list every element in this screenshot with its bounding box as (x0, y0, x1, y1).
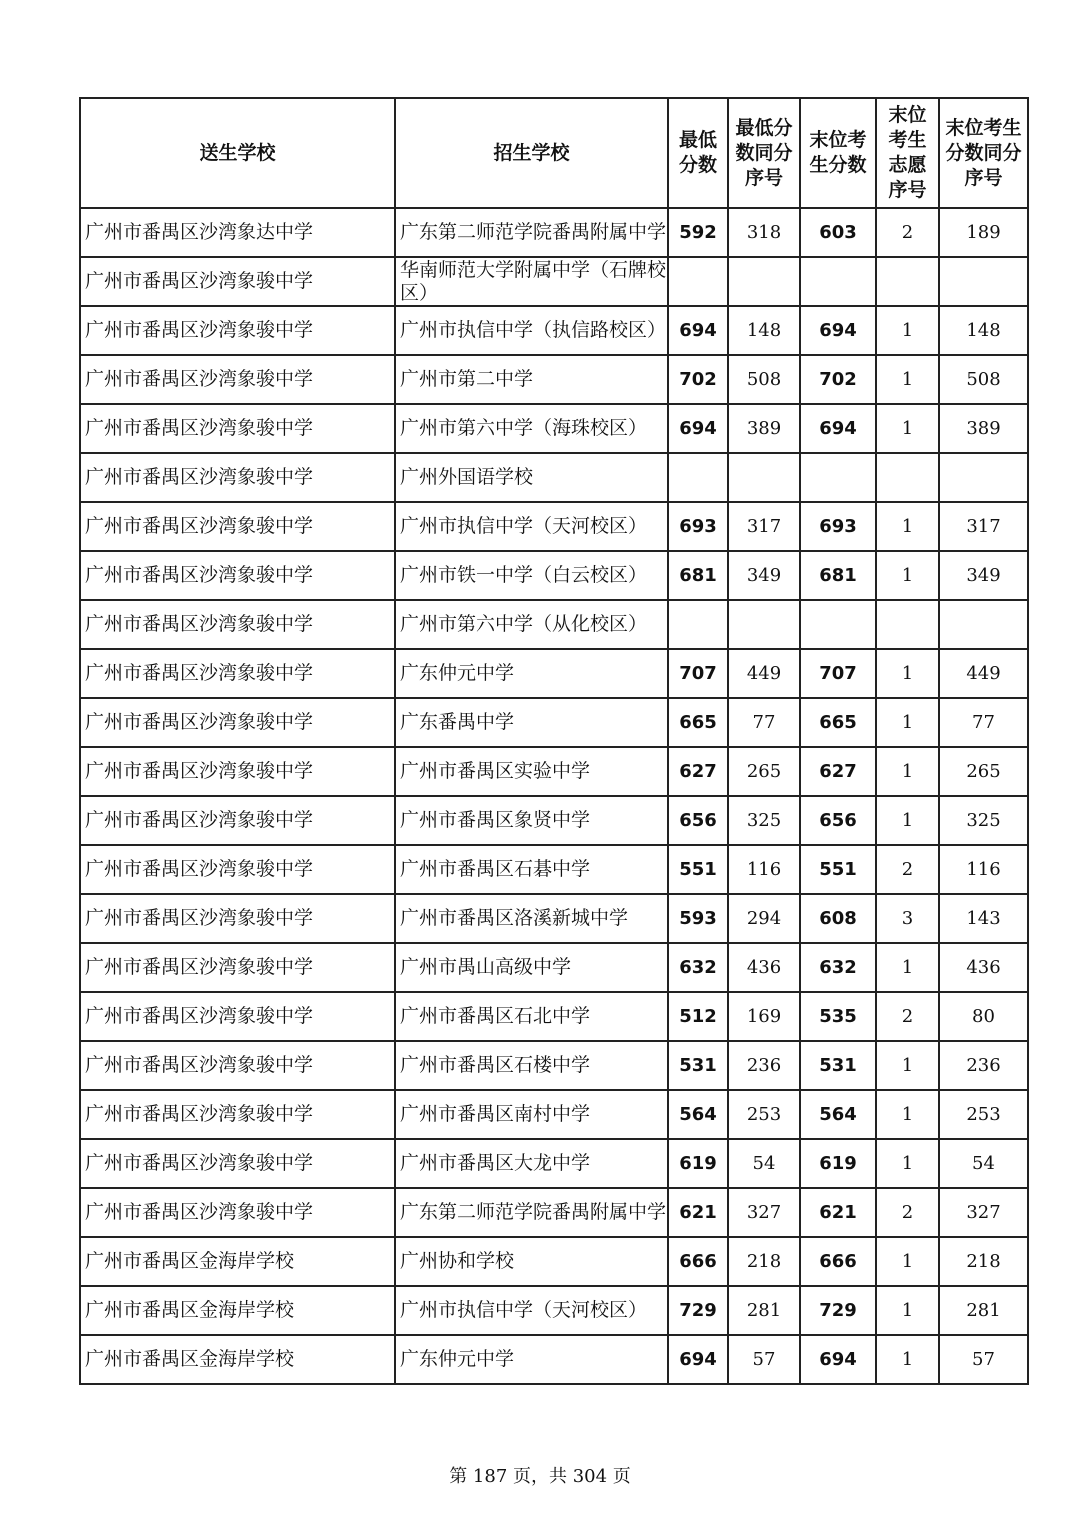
last-choice-cell: 1 (876, 502, 939, 551)
table-row (80, 649, 1028, 698)
receiving-school-cell: 广州协和学校 (395, 1237, 668, 1286)
last-score-cell: 693 (800, 502, 876, 551)
receiving-school-cell: 广东第二师范学院番禺附属中学 (395, 1188, 668, 1237)
sending-school-cell: 广州市番禺区沙湾象骏中学 (80, 404, 395, 453)
sending-school-cell: 广州市番禺区沙湾象骏中学 (80, 600, 395, 649)
table-row (80, 1286, 1028, 1335)
last-score-rank-cell: 389 (939, 404, 1028, 453)
last-score-cell: 531 (800, 1041, 876, 1090)
min-score-rank-cell: 77 (728, 698, 800, 747)
table-row (80, 698, 1028, 747)
min-score-cell (668, 453, 728, 502)
last-score-cell: 665 (800, 698, 876, 747)
sending-school-cell: 广州市番禺区沙湾象达中学 (80, 208, 395, 257)
last-choice-cell: 1 (876, 943, 939, 992)
header-last-score-rank: 末位考生分数同分序号 (939, 98, 1028, 208)
table-row (80, 208, 1028, 257)
last-choice-cell: 1 (876, 404, 939, 453)
min-score-cell: 694 (668, 1335, 728, 1384)
sending-school-cell: 广州市番禺区沙湾象骏中学 (80, 551, 395, 600)
table-row (80, 1188, 1028, 1237)
receiving-school-cell: 广州市番禺区实验中学 (395, 747, 668, 796)
min-score-cell: 666 (668, 1237, 728, 1286)
sending-school-cell: 广州市番禺区金海岸学校 (80, 1286, 395, 1335)
receiving-school-cell: 广州市番禺区石北中学 (395, 992, 668, 1041)
receiving-school-cell: 广州市禺山高级中学 (395, 943, 668, 992)
receiving-school-cell: 广东第二师范学院番禺附属中学 (395, 208, 668, 257)
min-score-rank-cell: 349 (728, 551, 800, 600)
min-score-rank-cell: 294 (728, 894, 800, 943)
sending-school-cell: 广州市番禺区沙湾象骏中学 (80, 453, 395, 502)
last-choice-cell: 1 (876, 306, 939, 355)
receiving-school-cell: 广州市第六中学（海珠校区） (395, 404, 668, 453)
table-body (80, 208, 1028, 1384)
table-row (80, 796, 1028, 845)
min-score-rank-cell (728, 453, 800, 502)
sending-school-cell: 广州市番禺区沙湾象骏中学 (80, 355, 395, 404)
min-score-cell: 621 (668, 1188, 728, 1237)
receiving-school-cell: 华南师范大学附属中学（石牌校区） (395, 257, 668, 306)
min-score-rank-cell: 327 (728, 1188, 800, 1237)
receiving-school-cell: 广东仲元中学 (395, 1335, 668, 1384)
last-score-rank-cell: 189 (939, 208, 1028, 257)
header-receiving-school: 招生学校 (395, 98, 668, 208)
last-choice-cell: 1 (876, 796, 939, 845)
table-row (80, 894, 1028, 943)
table-row (80, 306, 1028, 355)
min-score-rank-cell: 325 (728, 796, 800, 845)
sending-school-cell: 广州市番禺区沙湾象骏中学 (80, 747, 395, 796)
min-score-cell: 707 (668, 649, 728, 698)
table-row (80, 1139, 1028, 1188)
min-score-rank-cell: 57 (728, 1335, 800, 1384)
last-choice-cell: 1 (876, 1041, 939, 1090)
receiving-school-cell: 广州市番禺区象贤中学 (395, 796, 668, 845)
sending-school-cell: 广州市番禺区沙湾象骏中学 (80, 698, 395, 747)
sending-school-cell: 广州市番禺区沙湾象骏中学 (80, 1188, 395, 1237)
min-score-rank-cell: 54 (728, 1139, 800, 1188)
header-last-score: 末位考生分数 (800, 98, 876, 208)
min-score-rank-cell: 318 (728, 208, 800, 257)
last-score-cell: 632 (800, 943, 876, 992)
table-row (80, 845, 1028, 894)
receiving-school-cell: 广州市番禺区石碁中学 (395, 845, 668, 894)
min-score-cell: 693 (668, 502, 728, 551)
last-score-cell: 656 (800, 796, 876, 845)
min-score-rank-cell: 508 (728, 355, 800, 404)
last-score-rank-cell: 349 (939, 551, 1028, 600)
last-score-cell: 729 (800, 1286, 876, 1335)
min-score-rank-cell: 389 (728, 404, 800, 453)
header-sending-school: 送生学校 (80, 98, 395, 208)
last-score-cell (800, 257, 876, 306)
sending-school-cell: 广州市番禺区沙湾象骏中学 (80, 1139, 395, 1188)
sending-school-cell: 广州市番禺区沙湾象骏中学 (80, 1041, 395, 1090)
last-choice-cell: 1 (876, 1286, 939, 1335)
last-score-rank-cell: 143 (939, 894, 1028, 943)
table-row (80, 1237, 1028, 1286)
last-score-rank-cell: 325 (939, 796, 1028, 845)
sending-school-cell: 广州市番禺区沙湾象骏中学 (80, 796, 395, 845)
last-choice-cell: 2 (876, 1188, 939, 1237)
sending-school-cell: 广州市番禺区沙湾象骏中学 (80, 1090, 395, 1139)
last-score-cell: 681 (800, 551, 876, 600)
sending-school-cell: 广州市番禺区沙湾象骏中学 (80, 845, 395, 894)
table-row (80, 355, 1028, 404)
last-score-cell: 603 (800, 208, 876, 257)
last-score-rank-cell: 236 (939, 1041, 1028, 1090)
last-score-rank-cell: 54 (939, 1139, 1028, 1188)
table-row (80, 600, 1028, 649)
sending-school-cell: 广州市番禺区沙湾象骏中学 (80, 306, 395, 355)
last-choice-cell: 1 (876, 747, 939, 796)
last-score-cell: 551 (800, 845, 876, 894)
last-choice-cell: 2 (876, 992, 939, 1041)
min-score-cell: 564 (668, 1090, 728, 1139)
receiving-school-cell: 广州市番禺区洛溪新城中学 (395, 894, 668, 943)
receiving-school-cell: 广州市执信中学（天河校区） (395, 502, 668, 551)
min-score-rank-cell: 281 (728, 1286, 800, 1335)
sending-school-cell: 广州市番禺区沙湾象骏中学 (80, 943, 395, 992)
last-choice-cell: 2 (876, 845, 939, 894)
table-row (80, 992, 1028, 1041)
min-score-cell: 619 (668, 1139, 728, 1188)
receiving-school-cell: 广州市番禺区石楼中学 (395, 1041, 668, 1090)
last-score-cell: 694 (800, 1335, 876, 1384)
last-score-rank-cell: 253 (939, 1090, 1028, 1139)
last-choice-cell: 1 (876, 1090, 939, 1139)
sending-school-cell: 广州市番禺区沙湾象骏中学 (80, 257, 395, 306)
min-score-rank-cell: 253 (728, 1090, 800, 1139)
min-score-cell: 627 (668, 747, 728, 796)
min-score-rank-cell: 148 (728, 306, 800, 355)
last-choice-cell: 1 (876, 551, 939, 600)
min-score-rank-cell: 449 (728, 649, 800, 698)
min-score-cell: 551 (668, 845, 728, 894)
last-choice-cell: 1 (876, 355, 939, 404)
last-score-rank-cell: 218 (939, 1237, 1028, 1286)
sending-school-cell: 广州市番禺区金海岸学校 (80, 1335, 395, 1384)
min-score-rank-cell: 169 (728, 992, 800, 1041)
min-score-rank-cell: 236 (728, 1041, 800, 1090)
table-row (80, 257, 1028, 306)
min-score-cell: 592 (668, 208, 728, 257)
min-score-rank-cell (728, 257, 800, 306)
last-score-cell: 608 (800, 894, 876, 943)
last-score-rank-cell (939, 257, 1028, 306)
min-score-cell: 681 (668, 551, 728, 600)
last-choice-cell: 1 (876, 698, 939, 747)
last-score-cell (800, 453, 876, 502)
last-choice-cell (876, 257, 939, 306)
receiving-school-cell: 广州外国语学校 (395, 453, 668, 502)
min-score-cell: 694 (668, 404, 728, 453)
min-score-rank-cell: 436 (728, 943, 800, 992)
last-score-cell: 621 (800, 1188, 876, 1237)
min-score-cell (668, 600, 728, 649)
header-last-choice: 末位考生志愿序号 (876, 98, 939, 208)
header-min-score-rank: 最低分数同分序号 (728, 98, 800, 208)
last-score-rank-cell: 148 (939, 306, 1028, 355)
table-row (80, 404, 1028, 453)
last-score-rank-cell (939, 453, 1028, 502)
min-score-cell: 702 (668, 355, 728, 404)
table-row (80, 943, 1028, 992)
receiving-school-cell: 广州市第六中学（从化校区） (395, 600, 668, 649)
table-row (80, 551, 1028, 600)
min-score-cell: 656 (668, 796, 728, 845)
receiving-school-cell: 广东仲元中学 (395, 649, 668, 698)
sending-school-cell: 广州市番禺区沙湾象骏中学 (80, 992, 395, 1041)
last-score-cell: 627 (800, 747, 876, 796)
last-choice-cell: 1 (876, 1335, 939, 1384)
min-score-cell: 694 (668, 306, 728, 355)
last-score-rank-cell: 449 (939, 649, 1028, 698)
receiving-school-cell: 广州市执信中学（执信路校区） (395, 306, 668, 355)
last-score-rank-cell: 508 (939, 355, 1028, 404)
sending-school-cell: 广州市番禺区沙湾象骏中学 (80, 649, 395, 698)
last-score-rank-cell: 80 (939, 992, 1028, 1041)
min-score-rank-cell: 218 (728, 1237, 800, 1286)
page-number: 第 187 页，共 304 页 (449, 1466, 631, 1487)
admission-table (79, 97, 1029, 1385)
last-score-cell: 619 (800, 1139, 876, 1188)
last-score-rank-cell: 436 (939, 943, 1028, 992)
last-score-cell: 694 (800, 404, 876, 453)
last-score-rank-cell: 265 (939, 747, 1028, 796)
last-score-rank-cell (939, 600, 1028, 649)
last-score-rank-cell: 317 (939, 502, 1028, 551)
receiving-school-cell: 广州市铁一中学（白云校区） (395, 551, 668, 600)
last-choice-cell: 1 (876, 1237, 939, 1286)
header-row (80, 98, 1028, 208)
receiving-school-cell: 广州市番禺区南村中学 (395, 1090, 668, 1139)
table-row (80, 453, 1028, 502)
table-row (80, 502, 1028, 551)
last-choice-cell: 1 (876, 649, 939, 698)
last-choice-cell (876, 600, 939, 649)
table-row (80, 1090, 1028, 1139)
last-score-rank-cell: 116 (939, 845, 1028, 894)
last-score-rank-cell: 77 (939, 698, 1028, 747)
last-score-cell: 666 (800, 1237, 876, 1286)
receiving-school-cell: 广州市执信中学（天河校区） (395, 1286, 668, 1335)
min-score-rank-cell: 317 (728, 502, 800, 551)
receiving-school-cell: 广州市番禺区大龙中学 (395, 1139, 668, 1188)
last-score-cell: 702 (800, 355, 876, 404)
min-score-cell (668, 257, 728, 306)
last-score-cell (800, 600, 876, 649)
header-min-score: 最低分数 (668, 98, 728, 208)
last-score-cell: 564 (800, 1090, 876, 1139)
table-row (80, 747, 1028, 796)
sending-school-cell: 广州市番禺区沙湾象骏中学 (80, 894, 395, 943)
last-score-cell: 535 (800, 992, 876, 1041)
last-score-rank-cell: 281 (939, 1286, 1028, 1335)
min-score-rank-cell (728, 600, 800, 649)
last-choice-cell (876, 453, 939, 502)
last-choice-cell: 1 (876, 1139, 939, 1188)
min-score-cell: 531 (668, 1041, 728, 1090)
min-score-cell: 665 (668, 698, 728, 747)
min-score-cell: 632 (668, 943, 728, 992)
last-score-cell: 694 (800, 306, 876, 355)
receiving-school-cell: 广州市第二中学 (395, 355, 668, 404)
sending-school-cell: 广州市番禺区金海岸学校 (80, 1237, 395, 1286)
last-choice-cell: 3 (876, 894, 939, 943)
receiving-school-cell: 广东番禺中学 (395, 698, 668, 747)
min-score-cell: 512 (668, 992, 728, 1041)
table-row (80, 1335, 1028, 1384)
last-score-cell: 707 (800, 649, 876, 698)
min-score-rank-cell: 116 (728, 845, 800, 894)
last-score-rank-cell: 57 (939, 1335, 1028, 1384)
table-row (80, 1041, 1028, 1090)
min-score-cell: 593 (668, 894, 728, 943)
last-score-rank-cell: 327 (939, 1188, 1028, 1237)
sending-school-cell: 广州市番禺区沙湾象骏中学 (80, 502, 395, 551)
min-score-cell: 729 (668, 1286, 728, 1335)
min-score-rank-cell: 265 (728, 747, 800, 796)
last-choice-cell: 2 (876, 208, 939, 257)
